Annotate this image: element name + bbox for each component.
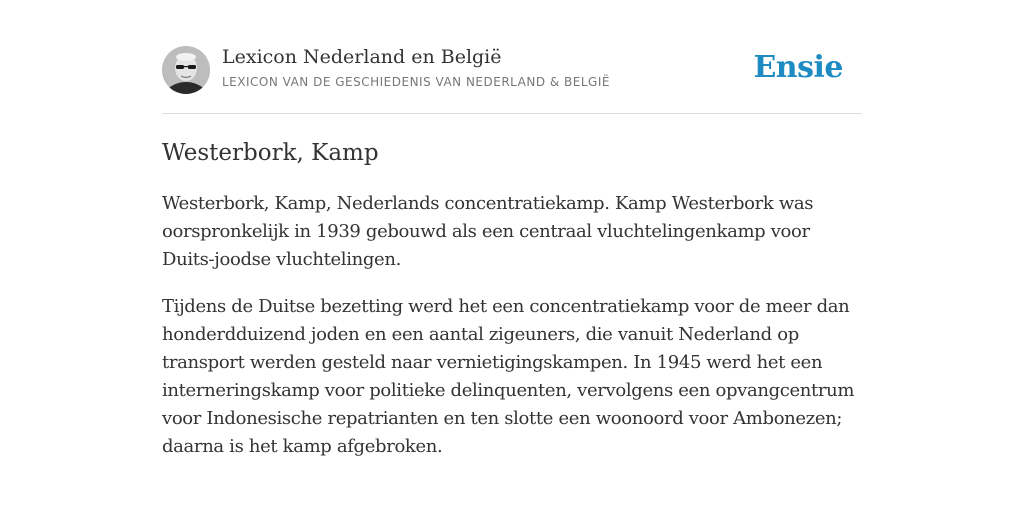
article <box>162 136 862 461</box>
site-title[interactable]: Lexicon Nederland en België <box>222 46 502 68</box>
ensie-logo[interactable]: Ensie <box>753 50 843 85</box>
site-header <box>162 44 862 114</box>
author-avatar[interactable] <box>162 46 210 94</box>
page-title: Westerbork, Kamp <box>162 140 379 166</box>
article-paragraph: Tijdens de Duitse bezetting werd het een concentratiekamp voor de meer dan honderdduizend joden en een aantal zigeuners, die vanuit Nederland op transport werden gesteld naar vernietigingskampen. In 1945 werd het een interneringskamp voor politieke delinquenten, vervolgens een opvangcentrum voor Indonesische repatrianten en ten slotte een woonoord voor Ambonezen; daarna is het kamp afgebroken. <box>162 296 855 457</box>
article-paragraph: Westerbork, Kamp, Nederlands concentratiekamp. Kamp Westerbork was oorspronkelijk in 1939 gebouwd als een centraal vluchtelingenkamp voor Duits-joodse vluchtelingen. <box>162 193 814 270</box>
portrait-photo-icon <box>162 46 210 94</box>
site-subtitle: LEXICON VAN DE GESCHIEDENIS VAN NEDERLAND & BELGIË <box>222 75 610 89</box>
